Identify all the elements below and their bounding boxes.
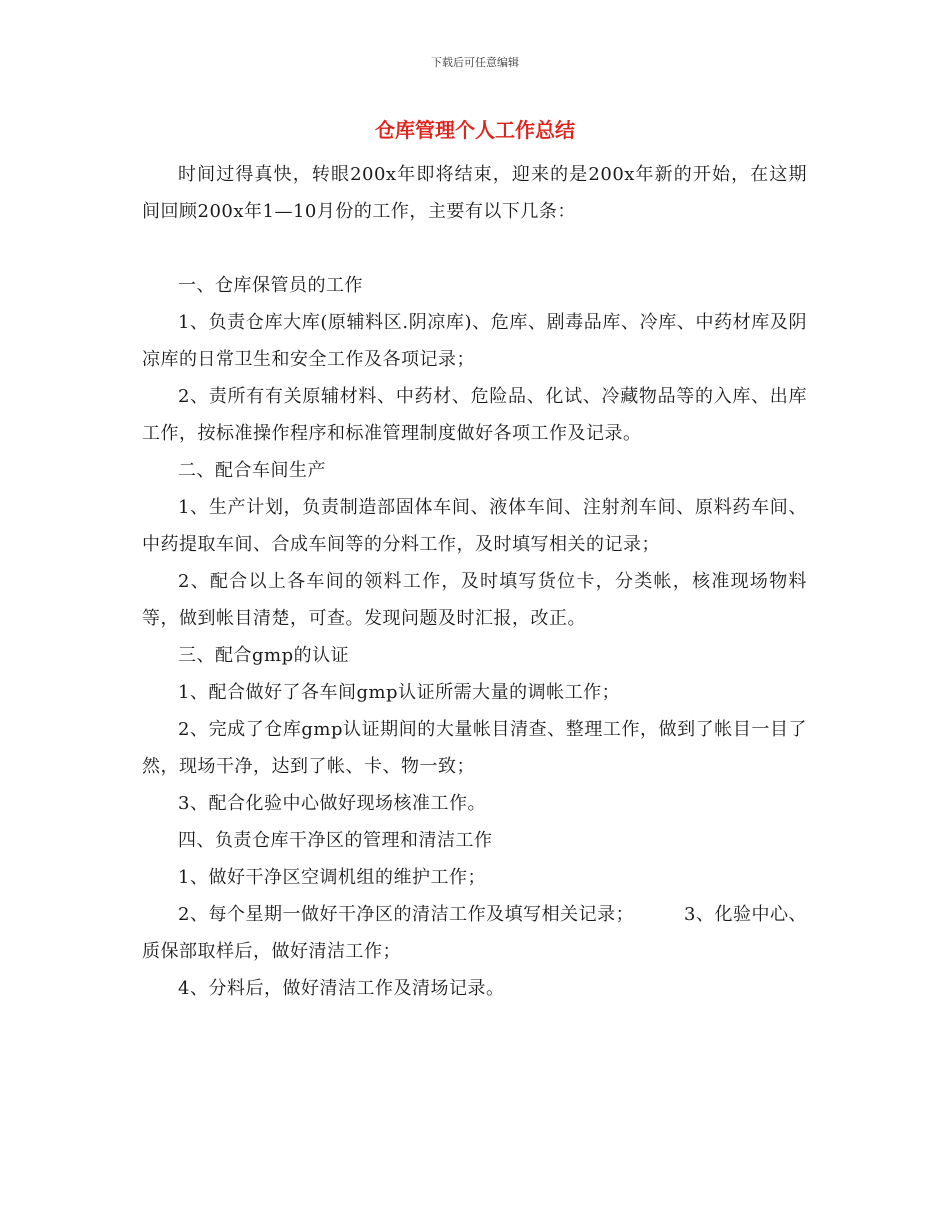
section-heading-1: 一、仓库保管员的工作 — [178, 275, 363, 296]
section-heading-4: 四、负责仓库干净区的管理和清洁工作 — [178, 830, 493, 851]
list-item: 4、分料后，做好清洁工作及清场记录。 — [178, 978, 505, 999]
list-item: 2、配合以上各车间的领料工作，及时填写货位卡，分类帐，核准现场物料等，做到帐目清楚，可查。发现问题及时汇报，改正。 — [142, 571, 807, 629]
intro-paragraph: 时间过得真快，转眼200x年即将结束，迎来的是200x年新的开始，在这期间回顾200x年1—10月份的工作，主要有以下几条： — [142, 164, 807, 222]
document-title: 仓库管理个人工作总结 — [375, 118, 575, 142]
list-item: 1、做好干净区空调机组的维护工作； — [178, 867, 486, 888]
paragraph-spacer — [142, 230, 807, 267]
list-item: 2、责所有有关原辅材料、中药材、危险品、化试、冷藏物品等的入库、出库工作，按标准操作程序和标准管理制度做好各项工作及记录。 — [142, 386, 807, 444]
list-item: 3、配合化验中心做好现场核准工作。 — [178, 793, 486, 814]
section-heading-3: 三、配合gmp的认证 — [178, 645, 350, 666]
section-heading-2: 二、配合车间生产 — [178, 460, 326, 481]
list-item: 1、负责仓库大库(原辅料区.阴凉库)、危库、剧毒品库、冷库、中药材库及阴凉库的日常卫生和安全工作及各项记录； — [142, 312, 807, 370]
list-item: 1、生产计划，负责制造部固体车间、液体车间、注射剂车间、原料药车间、中药提取车间、合成车间等的分料工作，及时填写相关的记录； — [142, 497, 807, 555]
header-note: 下载后可任意编辑 — [431, 56, 519, 69]
list-item: 1、配合做好了各车间gmp认证所需大量的调帐工作； — [178, 682, 621, 703]
list-item: 2、每个星期一做好干净区的清洁工作及填写相关记录； 3、化验中心、质保部取样后，做好清洁工作； — [142, 904, 807, 962]
document-body — [142, 156, 807, 1007]
list-item: 2、完成了仓库gmp认证期间的大量帐目清查、整理工作，做到了帐目一目了然，现场干净，达到了帐、卡、物一致； — [142, 719, 807, 777]
